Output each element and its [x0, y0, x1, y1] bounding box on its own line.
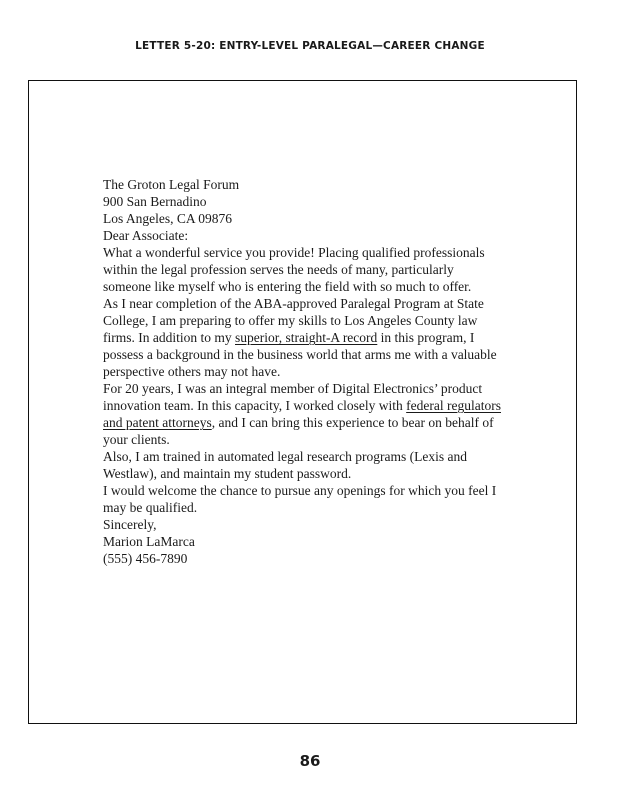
underlined-record: superior, straight-A record	[235, 330, 378, 345]
letter-body	[103, 176, 503, 567]
underlined-regulators: federal regulators and patent attorneys	[103, 398, 501, 430]
paragraph-research: Also, I am trained in automated legal research programs (Lexis and Westlaw), and maintain my student password.	[103, 449, 467, 481]
paragraph-experience-text-1: For 20 years, I was an integral member of Digital Electronics’ product innovation team. In this capacity, I worked closely with	[103, 381, 483, 413]
page-header-title: LETTER 5-20: ENTRY-LEVEL PARALEGAL—CAREER CHANGE	[135, 40, 485, 52]
recipient-address	[103, 176, 503, 227]
paragraph-education-text-2: in this program, I possess a background in the business world that arms me with a valuable perspective others may not have.	[103, 330, 497, 379]
salutation: Dear Associate:	[103, 228, 189, 243]
paragraph-closing-request: I would welcome the chance to pursue any openings for which you feel I may be qualified.	[103, 483, 497, 515]
recipient-name: The Groton Legal Forum	[103, 177, 240, 192]
paragraph-experience-text-2: , and I can bring this experience to bear on behalf of your clients.	[103, 415, 494, 447]
signature-name: Marion LaMarca	[103, 534, 195, 549]
recipient-city: Los Angeles, CA 09876	[103, 211, 233, 226]
closing: Sincerely,	[103, 517, 157, 532]
signature-block	[103, 533, 503, 567]
recipient-street: 900 San Bernadino	[103, 194, 207, 209]
page-number: 86	[299, 752, 321, 770]
paragraph-experience	[103, 380, 503, 448]
signature-phone: (555) 456-7890	[103, 551, 188, 566]
paragraph-education-text-1: As I near completion of the ABA-approved Paralegal Program at State College, I am preparing to offer my skills to Los Angeles County law firms. In addition to my	[103, 296, 484, 345]
paragraph-education	[103, 295, 503, 380]
paragraph-intro: What a wonderful service you provide! Placing qualified professionals within the legal profession serves the needs of many, particularly someone like myself who is entering the field with so much to offer.	[103, 245, 485, 294]
